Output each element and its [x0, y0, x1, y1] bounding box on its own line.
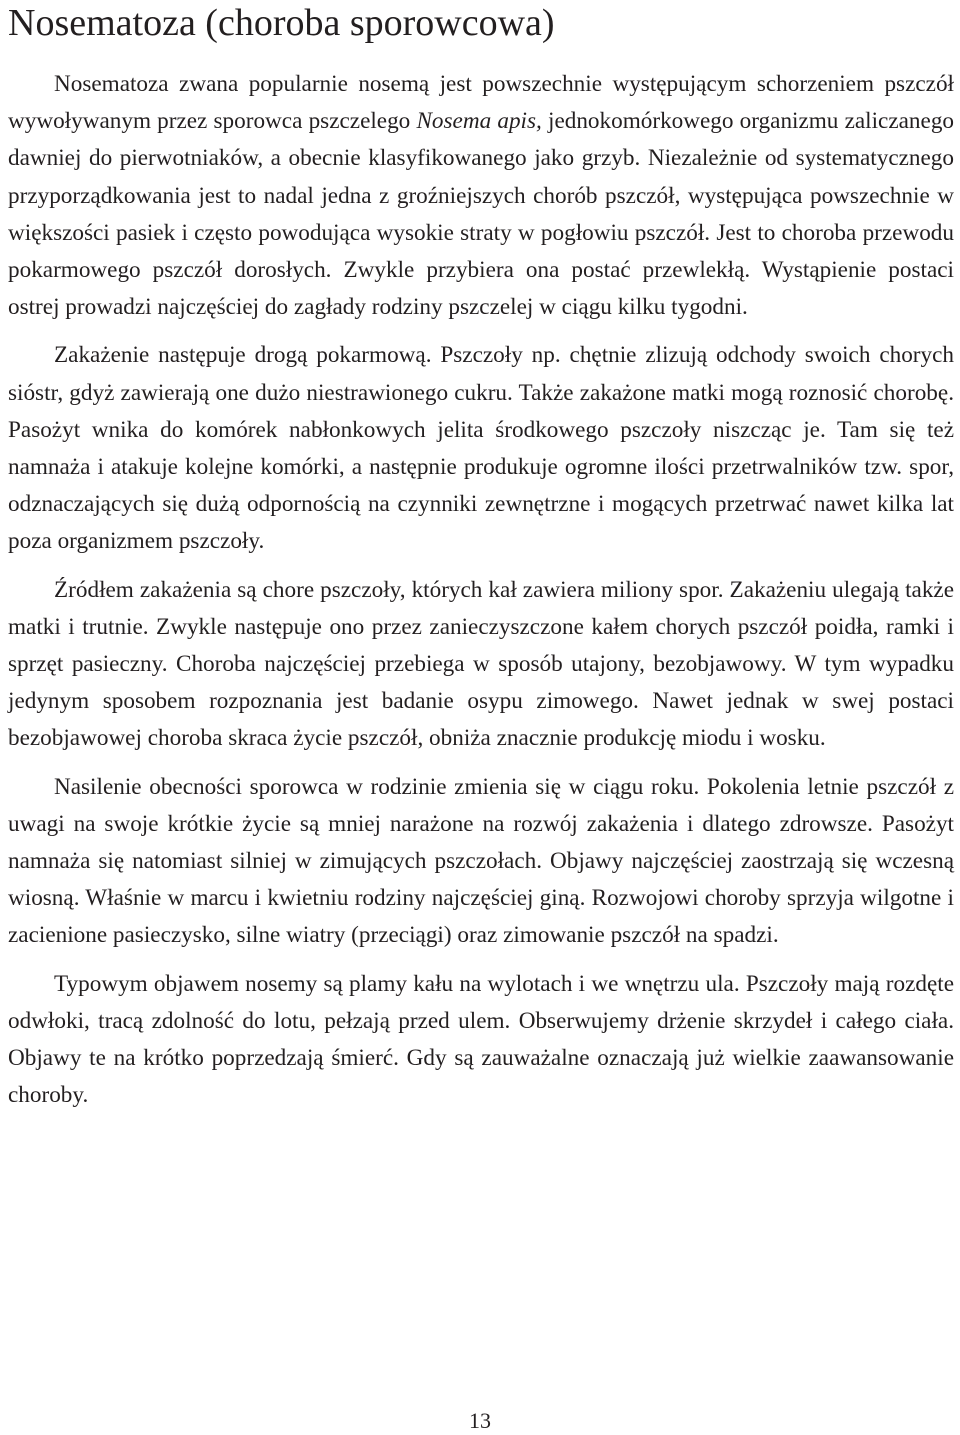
article-body [8, 66, 954, 1114]
document-page [8, 0, 954, 1114]
page-number: 13 [469, 1408, 491, 1433]
paragraph-seasonality: Nasilenie obecności sporowca w rodzinie zmienia się w ciągu roku. Pokolenia letnie pszczół z uwagi na swoje krótkie życie są mniej narażone na rozwój zakażenia i dlatego zdrowsze. Pasożyt namnaża się natomiast silniej w zimujących pszczołach. Objawy najczęściej zaostrzają się wczesną wiosną. Właśnie w marcu i kwietniu rodziny najczęściej giną. Rozwojowi choroby sprzyja wilgotne i zacienione pasieczysko, silne wiatry (przeciągi) oraz zimowanie pszczół na spadzi. [8, 773, 954, 949]
species-name-italic: Nosema apis, [416, 108, 542, 135]
paragraph-symptoms: Typowym objawem nosemy są plamy kału na wylotach i we wnętrzu ula. Pszczoły mają rozdęte odwłoki, tracą zdolność do lotu, pełzają przed ulem. Obserwujemy drżenie skrzydeł i całego ciała. Objawy te na krótko poprzedzają śmierć. Gdy są zauważalne oznaczają już wielkie zaawansowanie choroby. [8, 970, 954, 1109]
page-title: Nosematoza (choroba sporowcowa) [8, 2, 555, 44]
paragraph-text: jednokomórkowego organizmu zaliczanego dawniej do pierwotniaków, a obecnie klasyfikowanego jako grzyb. Niezależnie od systematycznego przyporządkowania jest to nadal jedna z groźniejszych chorób pszczół, występująca powszechnie w większości pasiek i często powodująca wysokie straty w pogłowiu pszczół. Jest to choroba przewodu pokarmowego pszczół dorosłych. Zwykle przybiera ona postać przewlekłą. Wystąpienie postaci ostrej prowadzi najczęściej do zagłady rodziny pszczelej w ciągu kilku tygodni. [8, 108, 955, 321]
paragraph-infection-source: Źródłem zakażenia są chore pszczoły, których kał zawiera miliony spor. Zakażeniu ulegają także matki i trutnie. Zwykle następuje ono przez zanieczyszczone kałem chorych pszczół poidła, ramki i sprzęt pasieczny. Choroba najczęściej przebiega w sposób utajony, bezobjawowy. W tym wypadku jedynym sposobem rozpoznania jest badanie osypu zimowego. Nawet jednak w swej postaci bezobjawowej choroba skraca życie pszczół, obniża znacznie produkcję miodu i wosku. [8, 576, 954, 752]
paragraph-text: Nosematoza zwana popularnie nosemą jest powszechnie występującym schorzeniem pszczół wywoływanym przez sporowca pszczelego [8, 71, 954, 135]
paragraph-infection-route: Zakażenie następuje drogą pokarmową. Pszczoły np. chętnie zlizują odchody swoich chorych sióstr, gdyż zawierają one dużo niestrawionego cukru. Także zakażone matki mogą roznosić chorobę. Pasożyt wnika do komórek nabłonkowych jelita środkowego pszczoły niszcząc je. Tam się też namnaża i atakuje kolejne komórki, a następnie produkuje ogromne ilości przetrwalników tzw. spor, odznaczających się dużą odpornością na czynniki zewnętrzne i mogących przetrwać nawet kilka lat poza organizmem pszczoły. [8, 342, 954, 555]
paragraph-intro [8, 66, 954, 326]
